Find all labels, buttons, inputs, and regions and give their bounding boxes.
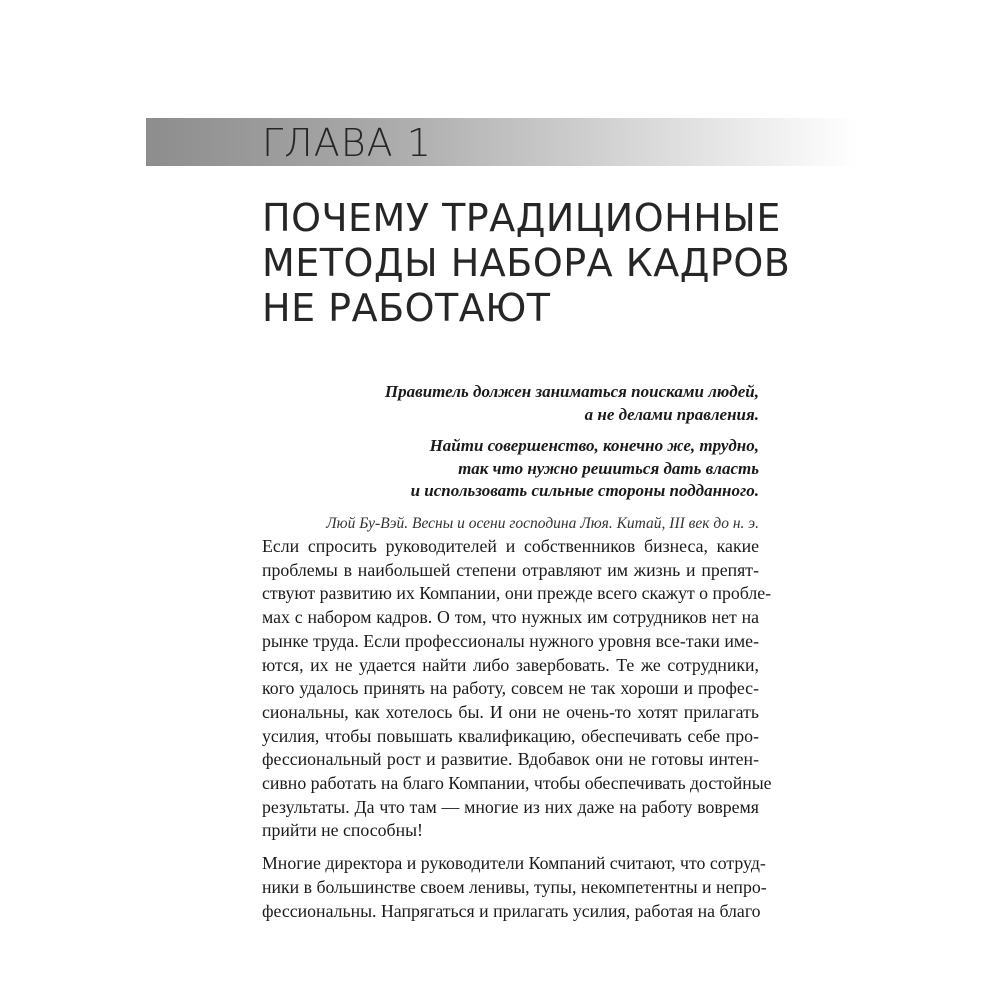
chapter-label: ГЛАВА 1 [262,121,432,165]
epigraph-line: так что нужно решиться дать власть [458,458,759,478]
text-line: кого удалось принять на работу, совсем не так хороши и профес- [262,678,759,699]
body-text [262,535,772,923]
text-line: сивно работать на благо Компании, чтобы обеспечивать достойные [262,773,772,794]
text-line: прийти не способны! [262,820,423,841]
text-line: проблемы в наибольшей степени отравляют им жизнь и препят- [262,559,759,580]
epigraph-quote-1 [262,381,759,426]
chapter-title [262,196,790,331]
text-line: Если спросить руководителей и собственников бизнеса, какие [262,536,759,556]
chapter-title-line: МЕТОДЫ НАБОРА КАДРОВ [262,241,791,285]
epigraph-line: а не делами правления. [584,404,759,424]
epigraph-line: Правитель должен заниматься поисками людей, [384,382,759,401]
text-line: результаты. Да что там — многие из них даже на работу вовремя [262,796,759,817]
text-line: ники в большинстве своем ленивы, тупы, некомпетентны и непро- [262,876,767,897]
chapter-title-line: НЕ РАБОТАЮТ [262,286,551,330]
text-line: сиональны, как хотелось бы. И они не очень-то хотят прилагать [262,701,759,722]
epigraph-line: Найти совершенство, конечно же, трудно, [429,436,759,455]
epigraph [262,381,759,534]
chapter-title-line: ПОЧЕМУ ТРАДИЦИОННЫЕ [262,196,781,240]
text-line: Многие директора и руководители Компаний считают, что сотруд- [262,853,766,874]
epigraph-quote-2 [262,435,759,503]
text-line: рынке труда. Если профессионалы нужного уровня все-таки име- [262,630,759,651]
text-line: фессиональный рост и развитие. Вдобавок они не готовы интен- [262,749,759,770]
epigraph-source: Люй Бу-Вэй. Весны и осени господина Люя. Китай, III век до н. э. [326,514,759,532]
text-line: ствуют развитию их Компании, они прежде всего скажут о пробле- [262,583,772,604]
text-line: усилия, чтобы повышать квалификацию, обеспечивать себе про- [262,725,759,746]
paragraph-1 [262,535,772,843]
text-line: фессиональны. Напрягаться и прилагать усилия, работая на благо [262,900,761,921]
paragraph-2 [262,852,767,923]
text-line: мах с набором кадров. О том, что нужных им сотрудников нет на [262,607,759,628]
epigraph-line: и использовать сильные стороны подданного. [410,481,759,500]
text-line: ются, их не удается найти либо завербовать. Те же сотрудники, [262,654,759,675]
chapter-header-band [146,118,858,166]
